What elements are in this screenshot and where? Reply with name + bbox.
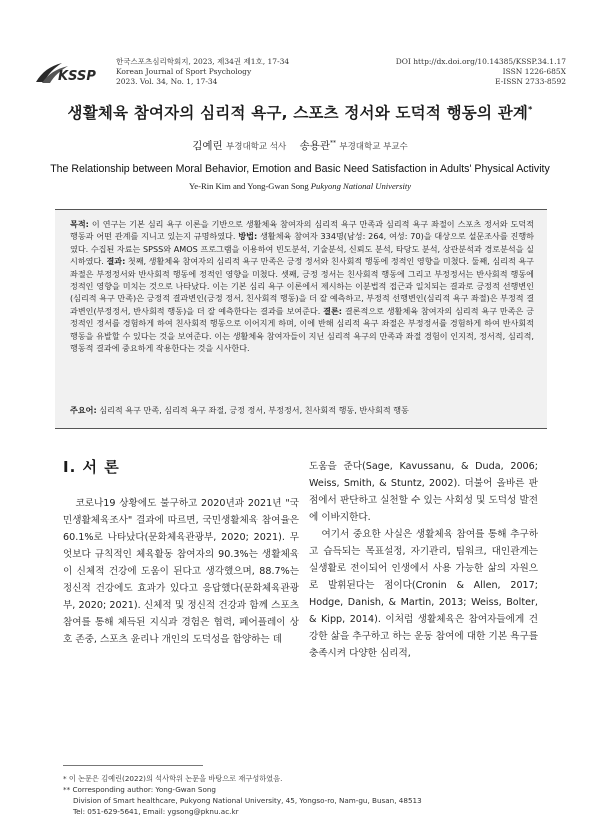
authors-en-names: Ye-Rin Kim and Yong-Gwan Song xyxy=(188,181,309,191)
footnote-2-contact: Tel: 051-629-5641, Email: ygsong@pknu.ac.kr xyxy=(73,807,239,816)
authors-ko xyxy=(0,138,600,153)
authors-en-affiliation: Pukyong National University xyxy=(310,181,412,191)
journal-citation xyxy=(116,57,289,87)
author2-affiliation: 부경대학교 부교수 xyxy=(339,142,408,152)
keywords-list: 심리적 욕구 만족, 심리적 욕구 좌절, 긍정 정서, 부정정서, 친사회적 행동, 반사회적 행동 xyxy=(96,405,409,415)
body-column-left xyxy=(63,495,299,648)
authors-en xyxy=(0,181,600,191)
body-paragraph-continued: 도움을 준다(Sage, Kavussanu, & Duda, 2006; Weiss, Smith, & Stuntz, 2002). 더불어 올바른 판점에서 판단하고 실천할 수 있는 사회성 및 도덕성 발전에 이바지한다. xyxy=(309,461,538,523)
journal-volume: 2023. Vol. 34, No. 1, 17-34 xyxy=(116,77,218,86)
paper-title-en: The Relationship between Moral Behavior, Emotion and Basic Need Satisfaction in Adults' Physical Activity xyxy=(50,163,550,175)
journal-logo xyxy=(32,58,100,86)
journal-en: Korean Journal of Sport Psychology xyxy=(116,67,252,76)
abstract-method: 생활체육 참여자 334명(남성: 264, 여성: 70)을 대상으로 설문조사를 진행하였다. 수집된 자료는 SPSS와 AMOS 프로그램을 이용하여 빈도분석, 기술분석, 신뢰도 분석, 타당도 분석, 상관분석과 경로분석을 실시하였다. xyxy=(70,231,534,267)
body-paragraph: 코로나19 상황에도 불구하고 2020년과 2021년 "국민생활체육조사" 결과에 따르면, 국민생활체육 참여율은 60.1%로 나타났다(문화체육관광부, 2020; 2021). 무엇보다 규칙적인 체육활동 참여자의 90.3%는 생활체육이 신체적 건강에 도움이 된다고 생각했으며, 88.7%는 정신적 건강에도 효과가 있다고 응답했다(문화체육관광부, 2020; 2021). 신체적 및 정신적 건강과 함께 스포츠 참여를 통해 체득된 지식과 경험은 협력, 페어플레이 상호 존중, 스포츠 윤리나 개인의 도덕성을 함양하는 데 xyxy=(63,498,299,645)
abstract-conclusion: 결론적으로 생활체육 참여자의 심리적 욕구 만족은 긍정적인 정서를 경험하게 하여 친사회적 행동으로 이어지게 하며, 이에 반해 심리적 욕구 좌절은 부정정서를 경험하게 하여 반사회적 행동을 유발할 수 있다는 것을 보여준다. 이는 생활체육 참여자들이 지닌 심리적 욕구의 만족과 좌절 경험이 인지적, 정서적, 심리적, 행동적 결과에 중요하게 작용한다는 것을 시사한다. xyxy=(70,305,534,354)
label-method: 방법: xyxy=(238,231,258,242)
title-ko-text: 생활체육 참여자의 심리적 욕구, 스포츠 정서와 도덕적 행동의 관계 xyxy=(67,104,529,122)
doi-link[interactable]: DOI http://dx.doi.org/10.14385/KSSP.34.1.17 xyxy=(395,57,566,66)
author1-name: 김예린 xyxy=(192,140,223,152)
label-conclusion: 결론: xyxy=(323,305,343,316)
author1-affiliation: 부경대학교 석사 xyxy=(226,142,287,152)
author2-mark[interactable]: ** xyxy=(330,139,337,147)
title-footnote-mark[interactable]: * xyxy=(528,104,533,114)
body-paragraph: 여기서 중요한 사실은 생활체육 참여를 통해 추구하고 습득되는 목표설정, 자기관리, 팀워크, 대인관계는 실생활로 전이되어 인생에서 사용 가능한 삶의 자원으로 발휘된다는 점이다(Cronin & Allen, 2017; Hodge, Danish, & Martin, 2013; Weiss, Bolter, & Kipp, 2014). 이처럼 생활체육은 참여자들에게 건강한 삶을 추구하고 하는 운동 참여에 대한 기본 욕구를 충족시켜 다양한 심리적, xyxy=(309,529,538,659)
author2-name: 송용관 xyxy=(299,140,331,152)
footnote-divider xyxy=(63,765,203,766)
kssp-logo-icon xyxy=(32,58,100,86)
journal-identifiers xyxy=(396,57,566,87)
svg-text:KSSP: KSSP xyxy=(58,69,96,84)
footnote-1: * 이 논문은 김예린(2022)의 석사학위 논문을 바탕으로 재구성하였음. xyxy=(63,774,283,783)
paper-title-ko xyxy=(0,101,600,123)
footnote-2: ** Corresponding author: Yong-Gwan Song xyxy=(63,785,216,794)
eissn: E-ISSN 2733-8592 xyxy=(495,77,566,86)
abstract-text xyxy=(70,218,534,354)
abstract-purpose: 이 연구는 기본 심리 욕구 이론을 기반으로 생활체육 참여자의 심리적 욕구 만족과 심리적 욕구 좌절이 스포츠 정서와 도덕적 행동과 어떤 관계를 지니고 있는지 규명하였다. xyxy=(70,219,534,242)
body-column-right xyxy=(309,458,538,662)
label-result: 결과: xyxy=(106,256,126,267)
footnote-2-address: Division of Smart healthcare, Pukyong National University, 45, Yongso-ro, Nam-gu, Busan, 48513 xyxy=(73,796,422,805)
label-purpose: 목적: xyxy=(70,219,89,229)
section-heading-introduction: Ⅰ. 서 론 xyxy=(63,458,120,476)
issn: ISSN 1226-685X xyxy=(502,67,566,76)
abstract-result: 첫째, 생활체육 참여자의 심리적 욕구 만족은 긍정 정서와 친사회적 행동에 정적인 영향을 미쳤다. 둘째, 심리적 욕구 좌절은 부정정서와 반사회적 행동에 정적인 영향을 미쳤다. 셋째, 긍정 정서는 친사회적 행동에 그리고 부정정서는 반사회적 행동에 정적인 영향을 미치는 것으로 나타났다. 이는 기본 심리 욕구 이론에서 제시하는 이분법적 접근과 일치되는 결과로 긍정적 선행변인(심리적 욕구 만족)은 긍정적 결과변인(긍정 정서, 친사회적 행동)을 더 잘 예측하고, 부정적 선행변인(심리적 욕구 좌절)은 부정적 결과변인(부정정서, 반사회적 행동)을 더 잘 예측한다는 결과를 보여준다. xyxy=(70,256,535,316)
keywords-label: 주요어: xyxy=(70,405,97,415)
journal-ko: 한국스포츠심리학회지, 2023, 제34권 제1호, 17-34 xyxy=(116,57,290,66)
keywords xyxy=(70,405,534,416)
footnotes xyxy=(63,773,422,817)
